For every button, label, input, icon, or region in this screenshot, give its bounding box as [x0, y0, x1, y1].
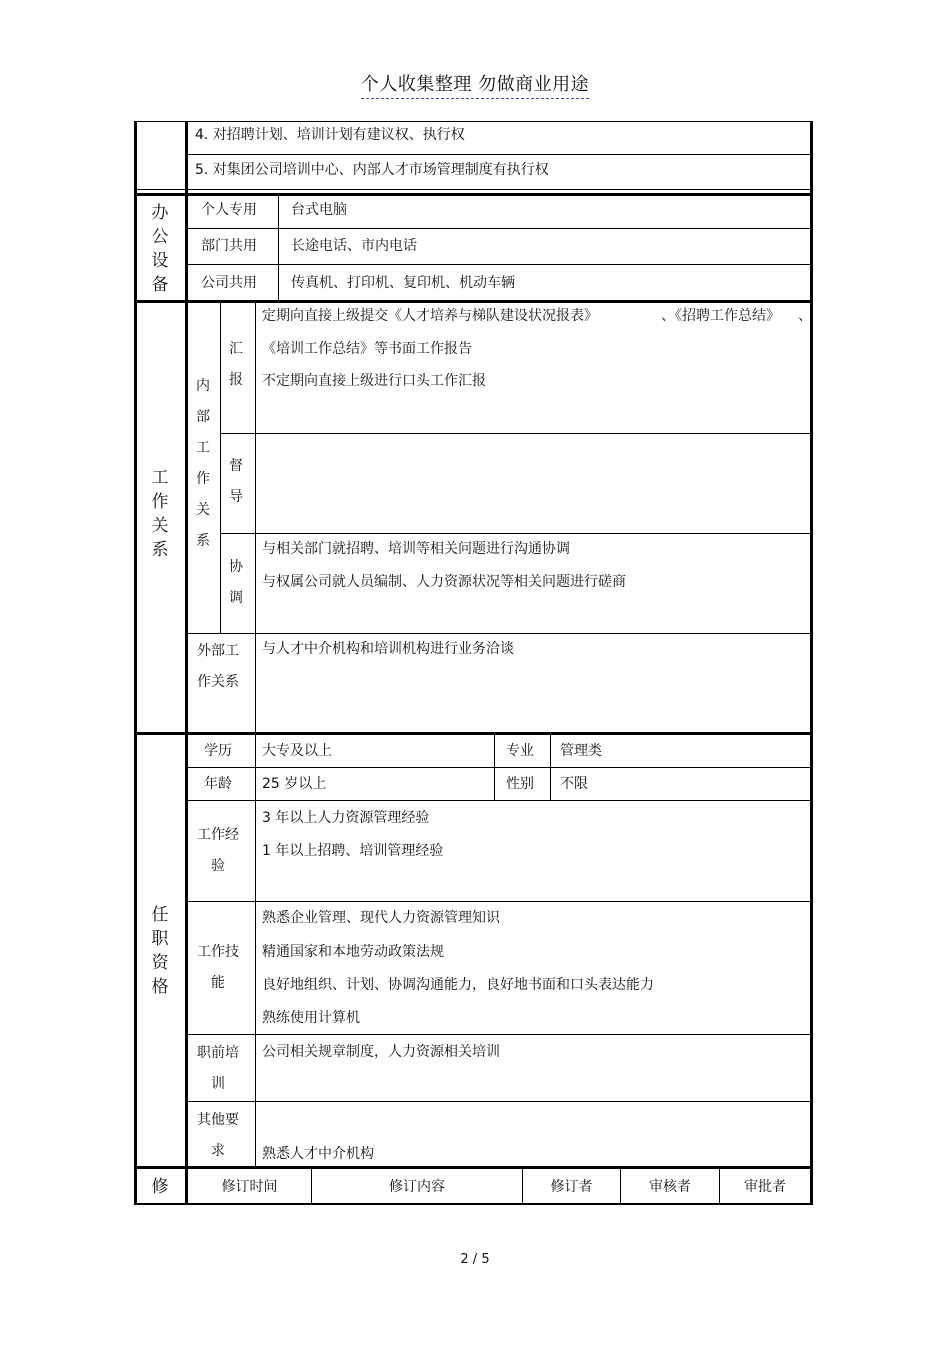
- equipment-row-value: 传真机、打印机、复印机、机动车辆: [291, 275, 515, 291]
- equipment-label: 办公设备: [151, 203, 169, 295]
- col-divider: [550, 735, 551, 801]
- report-text: 、: [798, 308, 812, 324]
- col-divider-main: [185, 121, 188, 1204]
- row-line: [220, 433, 810, 434]
- gender-label: 性别: [506, 776, 534, 792]
- qualifications-label: 任职资格: [151, 905, 169, 997]
- experience-label: 工作经验: [197, 827, 239, 874]
- revision-header: 审批者: [744, 1179, 786, 1195]
- experience-item: 1 年以上招聘、培训管理经验: [262, 843, 444, 859]
- skills-label: 工作技能: [197, 944, 239, 991]
- supervise-label: 督导: [229, 458, 243, 505]
- row-line: [188, 1034, 810, 1035]
- external-relations-text: 与人才中介机构和培训机构进行业务洽谈: [262, 641, 514, 657]
- education-label: 学历: [204, 743, 232, 759]
- report-label: 汇报: [229, 341, 243, 388]
- age-label: 年龄: [204, 776, 232, 792]
- major-label: 专业: [506, 743, 534, 759]
- row-line: [188, 767, 810, 768]
- section-separator: [134, 732, 813, 735]
- row-line: [188, 154, 810, 155]
- table-border-right: [810, 121, 813, 1204]
- row-line: [188, 228, 810, 229]
- coordinate-text: 与权属公司就人员编制、人力资源状况等相关问题进行磋商: [262, 574, 626, 590]
- row-line: [188, 264, 810, 265]
- report-text: 不定期向直接上级进行口头工作汇报: [262, 373, 486, 389]
- skills-item: 熟练使用计算机: [262, 1010, 360, 1026]
- col-divider: [494, 735, 495, 801]
- revision-header: 修订时间: [221, 1179, 278, 1195]
- report-text: 、《招聘工作总结》: [661, 308, 780, 324]
- row-line: [188, 633, 810, 634]
- table-border-left: [134, 121, 137, 1204]
- report-text: 《培训工作总结》等书面工作报告: [262, 341, 472, 357]
- coordinate-text: 与相关部门就招聘、培训等相关问题进行沟通协调: [262, 541, 570, 557]
- section-separator: [134, 189, 813, 190]
- experience-item: 3 年以上人力资源管理经验: [262, 810, 430, 826]
- row-line: [220, 533, 810, 534]
- page-header: [0, 70, 950, 99]
- revision-header: 审核者: [649, 1179, 691, 1195]
- training-value: 公司相关规章制度，人力资源相关培训: [262, 1044, 500, 1060]
- skills-item: 良好地组织、计划、协调沟通能力，良好地书面和口头表达能力: [262, 977, 654, 993]
- training-label: 职前培训: [197, 1045, 239, 1092]
- relations-label: 工作关系: [151, 468, 169, 560]
- report-text: 定期向直接上级提交《人才培养与梯队建设状况报表》: [262, 308, 598, 324]
- header-title: 个人收集整理 勿做商业用途: [361, 70, 589, 99]
- authority-item: 5. 对集团公司培训中心、内部人才市场管理制度有执行权: [195, 162, 549, 178]
- equipment-row-label: 个人专用: [201, 202, 257, 218]
- col-divider: [220, 303, 221, 633]
- revision-header: 修订者: [550, 1179, 593, 1195]
- revision-header: 修订内容: [389, 1179, 445, 1195]
- equipment-row-label: 部门共用: [201, 238, 257, 254]
- skills-item: 熟悉企业管理、现代人力资源管理知识: [262, 910, 500, 926]
- col-divider: [278, 196, 279, 302]
- gender-value: 不限: [560, 776, 588, 792]
- job-description-table: [134, 121, 817, 1204]
- table-border-bottom: [134, 1203, 813, 1205]
- section-separator: [134, 300, 813, 303]
- row-line: [188, 800, 810, 801]
- other-requirements-label: 其他要求: [197, 1112, 239, 1159]
- equipment-row-label: 公司共用: [201, 275, 257, 291]
- coordinate-label: 协调: [229, 559, 243, 606]
- equipment-row-value: 台式电脑: [291, 202, 347, 218]
- page-number: 2 / 5: [460, 1252, 490, 1267]
- external-relations-label: 外部工作关系: [197, 643, 239, 690]
- row-line: [188, 901, 810, 902]
- section-separator: [134, 193, 813, 196]
- age-value: 25 岁以上: [262, 776, 327, 792]
- revision-label: 修: [151, 1177, 169, 1197]
- row-line: [188, 1101, 810, 1102]
- major-value: 管理类: [560, 743, 602, 759]
- internal-relations-label: 内部工作关系: [196, 378, 210, 549]
- other-requirements-value: 熟悉人才中介机构: [262, 1146, 374, 1162]
- skills-item: 精通国家和本地劳动政策法规: [262, 944, 444, 960]
- col-divider: [255, 303, 256, 733]
- table-border-top: [134, 121, 813, 122]
- authority-item: 4. 对招聘计划、培训计划有建议权、执行权: [195, 127, 465, 143]
- equipment-row-value: 长途电话、市内电话: [291, 238, 417, 254]
- section-separator: [134, 1166, 813, 1169]
- education-value: 大专及以上: [262, 743, 332, 759]
